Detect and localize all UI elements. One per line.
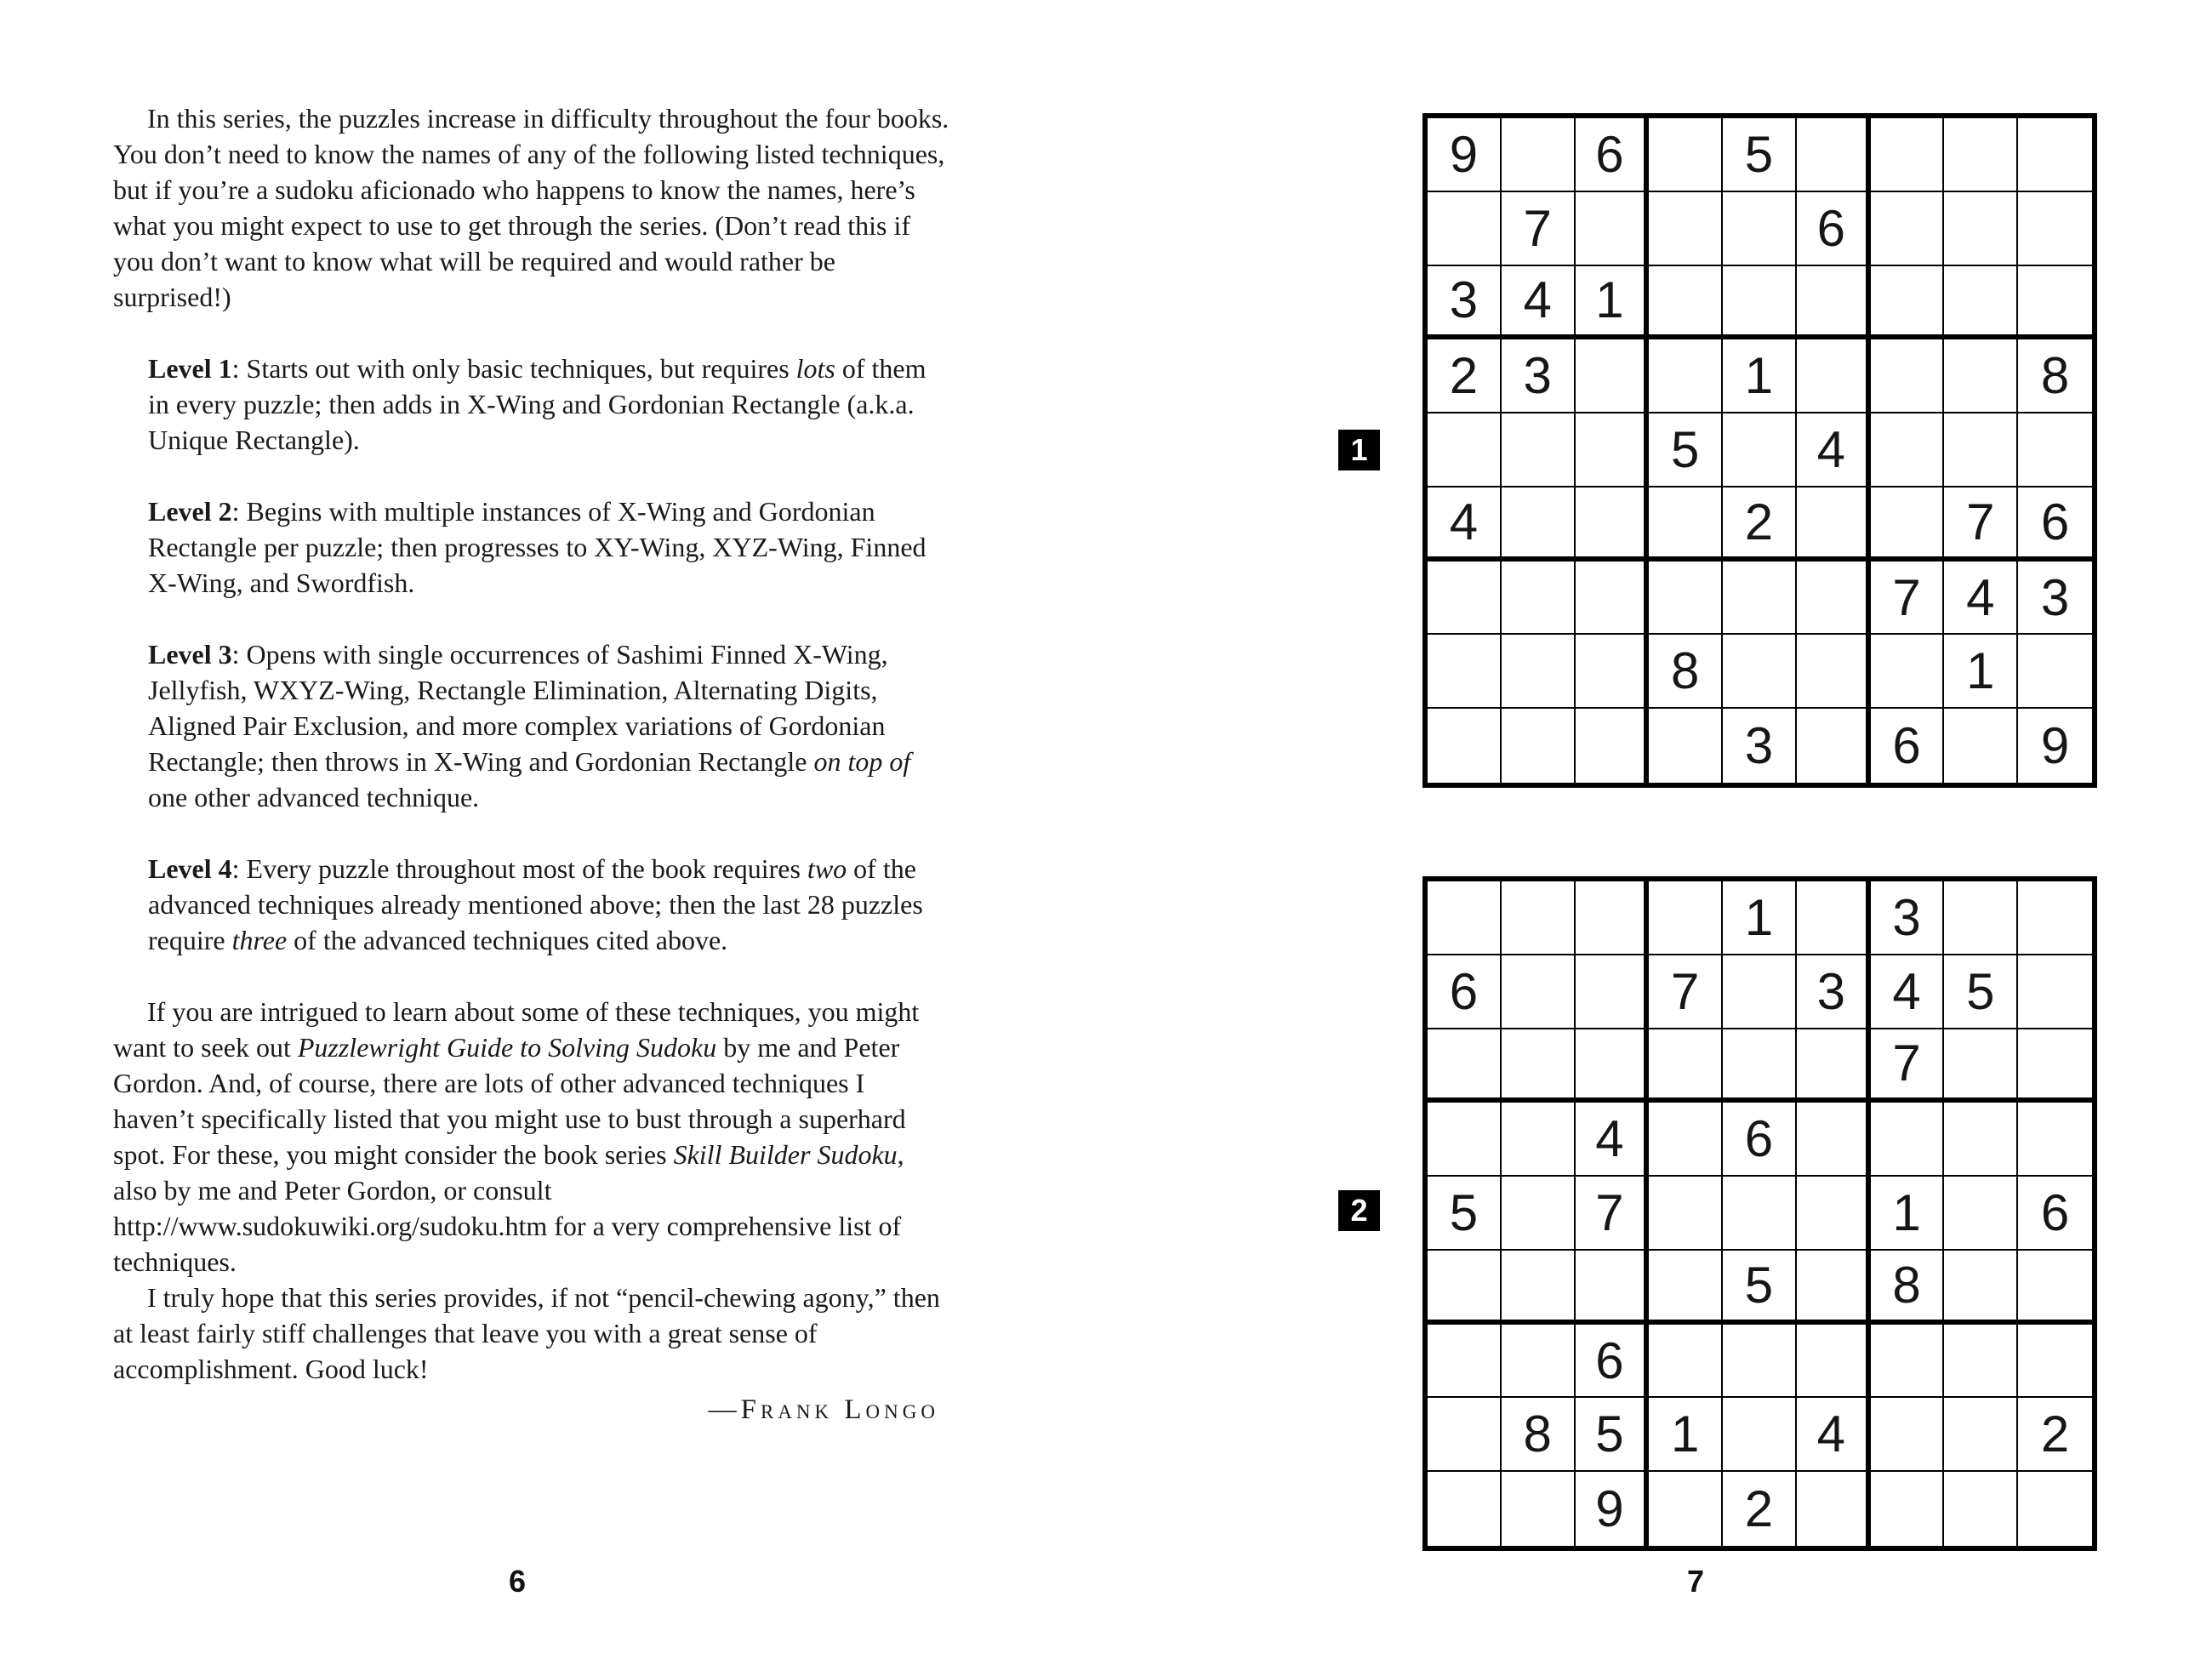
left-page-text: [113, 100, 951, 1428]
sudoku-cell: [1871, 1325, 1945, 1399]
sudoku-cell: 6: [1871, 709, 1945, 783]
text-segment: of the advanced techniques already mentioned above; then the last 28 puzzles require: [148, 853, 923, 955]
sudoku-cell: [1871, 339, 1945, 413]
text-segment: of the advanced techniques cited above.: [287, 925, 728, 955]
sudoku-cell: 6: [1576, 118, 1650, 192]
sudoku-cell: [1944, 881, 2018, 955]
sudoku-cell: [1649, 192, 1723, 266]
sudoku-cell: [1502, 1251, 1576, 1325]
sudoku-cell: [1723, 413, 1797, 487]
sudoku-cell: [1944, 339, 2018, 413]
sudoku-cell: [1871, 192, 1945, 266]
page-number-right: 7: [1686, 1564, 1705, 1599]
sudoku-cell: [1576, 562, 1650, 636]
sudoku-cell: [1428, 413, 1502, 487]
outro-paragraph-1: [113, 994, 951, 1280]
sudoku-cell: [1428, 192, 1502, 266]
sudoku-cell: [2018, 955, 2092, 1029]
sudoku-cell: [1944, 192, 2018, 266]
sudoku-cell: 9: [2040, 717, 2070, 775]
sudoku-cell: [2018, 413, 2092, 487]
sudoku-cell: 7: [1871, 1029, 1945, 1103]
sudoku-cell: 9: [1576, 1472, 1650, 1546]
outro-paragraph-2: [113, 1280, 951, 1387]
sudoku-cell: 5: [1723, 118, 1797, 192]
sudoku-cell: [1576, 1029, 1650, 1103]
sudoku-cell: [1944, 118, 2018, 192]
text-segment: Skill Builder Sudoku: [673, 1139, 898, 1170]
sudoku-cell: 8: [2018, 339, 2092, 413]
sudoku-cell: [1797, 635, 1871, 709]
sudoku-cell: [1649, 1251, 1723, 1325]
sudoku-cell: [1797, 1029, 1871, 1103]
text-segment: by me and Peter Gordon. And, of course, there are lots of other advanced techniques I haven’t specifically listed that you might use to bust through a superhard spot. For these, you might consider the book series: [113, 1032, 906, 1170]
sudoku-cell: [1649, 339, 1723, 413]
sudoku-cell: 4: [1502, 266, 1576, 340]
sudoku-cell: 3: [1428, 266, 1502, 340]
sudoku-cell: 6: [1797, 192, 1871, 266]
text-segment: lots: [795, 353, 835, 384]
sudoku-cell: [1502, 1472, 1576, 1546]
sudoku-cell: [1797, 487, 1871, 562]
text-segment: Puzzlewright Guide to Solving Sudoku: [297, 1032, 717, 1063]
sudoku-cell: [1649, 1103, 1723, 1177]
sudoku-cell: [1797, 562, 1871, 636]
level-3-paragraph: [148, 636, 951, 815]
sudoku-cell: [1502, 1103, 1576, 1177]
sudoku-cell: [2018, 635, 2092, 709]
sudoku-cell: [1723, 1398, 1797, 1472]
sudoku-cell: [1797, 1251, 1871, 1325]
sudoku-cell: [1576, 413, 1650, 487]
sudoku-cell: 5: [1576, 1398, 1650, 1472]
sudoku-cell: [1428, 1103, 1502, 1177]
sudoku-cell: [1944, 1029, 2018, 1103]
sudoku-cell: [1723, 192, 1797, 266]
text-segment: two: [807, 853, 847, 884]
sudoku-cell: [1723, 562, 1797, 636]
sudoku-cell: 6: [1428, 955, 1502, 1029]
text-segment: of them in every puzzle; then adds in X-Wing and Gordonian Rectangle (a.k.a. Unique Rectangle).: [148, 353, 926, 455]
page-number-left: 6: [508, 1564, 527, 1599]
sudoku-cell: 3: [1871, 881, 1945, 955]
sudoku-cell: 2: [1723, 487, 1797, 562]
text-segment: three: [231, 925, 288, 955]
text-segment: I truly hope that this series provides, if not “pencil-chewing agony,” then at least fairly stiff challenges that leave you with a great sense of accomplishment. Good luck!: [113, 1282, 940, 1384]
text-segment: : Opens with single occurrences of Sashimi Finned X-Wing, Jellyfish, WXYZ-Wing, Rectangle Elimination, Alternating Digits, Aligned Pair Exclusion, and more complex variations of Gordonian Rectangle; then throws in X-Wing and Gordonian Rectangle: [148, 639, 888, 777]
sudoku-cell: [2018, 266, 2092, 340]
author-signature: —Frank Longo: [708, 1394, 939, 1425]
sudoku-cell: [2018, 192, 2092, 266]
sudoku-cell: 4: [1871, 955, 1945, 1029]
sudoku-cell: [1944, 1398, 2018, 1472]
sudoku-cell: [1502, 1029, 1576, 1103]
sudoku-cell: [2018, 1029, 2092, 1103]
sudoku-cell: 3: [1502, 339, 1576, 413]
sudoku-cell: 7: [1944, 487, 2018, 562]
sudoku-cell: 7: [1576, 1177, 1650, 1251]
sudoku-cell: [2018, 881, 2092, 955]
sudoku-cell: [2018, 1325, 2092, 1399]
sudoku-cell: [1428, 1398, 1502, 1472]
sudoku-cell: 1: [1871, 1177, 1945, 1251]
sudoku-cell: [1502, 635, 1576, 709]
sudoku-cell: 2: [1428, 339, 1502, 413]
sudoku-cell: 6: [2018, 487, 2092, 562]
sudoku-cell: 1: [1576, 266, 1650, 340]
sudoku-cell: [1649, 709, 1723, 783]
text-segment: one other advanced technique.: [148, 782, 480, 812]
sudoku-cell: [1797, 266, 1871, 340]
text-segment: In this series, the puzzles increase in difficulty throughout the four books. You don’t need to know the names of any of the following listed techniques, but if you’re a sudoku aficionado who happens to know the names, here’s what you might expect to use to get through the series. (Don’t read this if you don’t want to know what will be required and would rather be surprised!): [113, 103, 949, 312]
sudoku-cell: 3: [1723, 709, 1797, 783]
sudoku-cell: [1723, 266, 1797, 340]
sudoku-cell: [1797, 1103, 1871, 1177]
sudoku-cell: 3: [2018, 562, 2092, 636]
sudoku-cell: [1428, 635, 1502, 709]
sudoku-cell: [1723, 955, 1797, 1029]
sudoku-cell: [1502, 487, 1576, 562]
sudoku-cell: 8: [1649, 635, 1723, 709]
sudoku-cell: [1797, 881, 1871, 955]
sudoku-cell: [1502, 881, 1576, 955]
sudoku-cell: [1502, 955, 1576, 1029]
sudoku-cell: 5: [1723, 1251, 1797, 1325]
sudoku-cell: [1428, 709, 1502, 783]
sudoku-cell: [1944, 413, 2018, 487]
puzzle-2-badge: 2: [1338, 1190, 1380, 1231]
sudoku-cell: 6: [1723, 1103, 1797, 1177]
sudoku-cell: [1871, 118, 1945, 192]
sudoku-cell: [2018, 1251, 2092, 1325]
text-segment: If you are intrigued to learn about some of these techniques, you might want to seek out: [113, 996, 920, 1063]
sudoku-cell: [1944, 1103, 2018, 1177]
sudoku-cell: 4: [1797, 413, 1871, 487]
sudoku-cell: [1649, 1177, 1723, 1251]
sudoku-cell: 2: [1723, 1472, 1797, 1546]
sudoku-cell: [1428, 1472, 1502, 1546]
sudoku-cell: [1502, 413, 1576, 487]
sudoku-cell: [1576, 709, 1650, 783]
sudoku-cell: [1649, 881, 1723, 955]
sudoku-cell: [1871, 1472, 1945, 1546]
sudoku-cell: [1944, 266, 2018, 340]
sudoku-cell: [1576, 881, 1650, 955]
text-segment: Level 4: [148, 853, 232, 884]
sudoku-cell: 7: [1502, 192, 1576, 266]
text-segment: Level 3: [148, 639, 232, 670]
sudoku-cell: [1649, 562, 1723, 636]
level-4-paragraph: [148, 851, 951, 958]
text-segment: , also by me and Peter Gordon, or consult http://www.sudokuwiki.org/sudoku.htm for a very comprehensive list of techniques.: [113, 1139, 904, 1277]
sudoku-cell: 4: [1797, 1398, 1871, 1472]
text-segment: : Every puzzle throughout most of the book requires: [231, 853, 807, 884]
sudoku-cell: [1723, 1029, 1797, 1103]
sudoku-cell: [1576, 955, 1650, 1029]
sudoku-cell: 4: [1944, 562, 2018, 636]
sudoku-cell: [1649, 266, 1723, 340]
text-segment: : Starts out with only basic techniques, but requires: [231, 353, 796, 384]
sudoku-cell: [1797, 709, 1871, 783]
sudoku-cell: [1797, 339, 1871, 413]
sudoku-cell: 8: [1502, 1398, 1576, 1472]
sudoku-cell: 5: [1944, 955, 2018, 1029]
sudoku-cell: [1649, 1325, 1723, 1399]
sudoku-cell: [1871, 487, 1945, 562]
sudoku-cell: [1797, 118, 1871, 192]
sudoku-cell: [1502, 1177, 1576, 1251]
sudoku-cell: 5: [1649, 413, 1723, 487]
sudoku-cell: 1: [1723, 339, 1797, 413]
sudoku-cell: [1576, 339, 1650, 413]
sudoku-grid-2: [1422, 876, 2097, 1551]
sudoku-cell: [1428, 562, 1502, 636]
sudoku-cell: 4: [1428, 487, 1502, 562]
sudoku-cell: 1: [1944, 635, 2018, 709]
sudoku-cell: [1871, 1103, 1945, 1177]
sudoku-cell: [1723, 635, 1797, 709]
sudoku-cell: [1797, 1177, 1871, 1251]
sudoku-cell: [1871, 635, 1945, 709]
sudoku-cell: [1944, 1177, 2018, 1251]
level-1-paragraph: [148, 351, 951, 458]
sudoku-cell: [1723, 1325, 1797, 1399]
text-segment: : Begins with multiple instances of X-Wing and Gordonian Rectangle per puzzle; then progresses to XY-Wing, XYZ-Wing, Finned X-Wing, and Swordfish.: [148, 496, 926, 598]
sudoku-cell: 6: [1576, 1325, 1650, 1399]
text-segment: Level 1: [148, 353, 232, 384]
sudoku-cell: [1944, 1251, 2018, 1325]
sudoku-cell: [1649, 487, 1723, 562]
sudoku-cell: [1502, 709, 1576, 783]
sudoku-cell: [1723, 1177, 1797, 1251]
sudoku-cell: [1576, 487, 1650, 562]
text-segment: Level 2: [148, 496, 232, 527]
sudoku-cell: [1428, 881, 1502, 955]
sudoku-cell: 8: [1871, 1251, 1945, 1325]
sudoku-cell: [1871, 1398, 1945, 1472]
sudoku-cell: [1649, 118, 1723, 192]
sudoku-cell: [2018, 1472, 2092, 1546]
sudoku-cell: [2018, 118, 2092, 192]
sudoku-cell: [1797, 1472, 1871, 1546]
sudoku-cell: 6: [2018, 1177, 2092, 1251]
sudoku-cell: [1871, 266, 1945, 340]
sudoku-cell: 1: [1649, 1398, 1723, 1472]
sudoku-cell: 9: [1428, 118, 1502, 192]
sudoku-cell: [1576, 1251, 1650, 1325]
sudoku-cell: [1576, 192, 1650, 266]
sudoku-cell: [1428, 1029, 1502, 1103]
sudoku-cell: 1: [1723, 881, 1797, 955]
sudoku-cell: 4: [1576, 1103, 1650, 1177]
sudoku-cell: [1797, 1325, 1871, 1399]
sudoku-cell: 3: [1797, 955, 1871, 1029]
level-2-paragraph: [148, 493, 951, 601]
text-segment: on top of: [813, 746, 911, 777]
sudoku-cell: [1649, 1472, 1723, 1546]
sudoku-cell: [1502, 562, 1576, 636]
sudoku-cell: 7: [1649, 955, 1723, 1029]
sudoku-cell: 5: [1428, 1177, 1502, 1251]
sudoku-cell: [1502, 118, 1576, 192]
sudoku-cell: [1944, 1325, 2018, 1399]
sudoku-cell: [1428, 1325, 1502, 1399]
sudoku-cell: [1871, 413, 1945, 487]
puzzle-1-badge: 1: [1338, 430, 1380, 470]
sudoku-cell: [1576, 635, 1650, 709]
sudoku-cell: 2: [2018, 1398, 2092, 1472]
sudoku-cell: [1428, 1251, 1502, 1325]
sudoku-cell: 7: [1871, 562, 1945, 636]
sudoku-cell: [1502, 1325, 1576, 1399]
intro-paragraph: [113, 100, 951, 315]
sudoku-grid-1: [1422, 113, 2097, 788]
sudoku-cell: [2018, 1103, 2092, 1177]
sudoku-cell: [1649, 1029, 1723, 1103]
sudoku-cell: [1944, 1472, 2018, 1546]
sudoku-cell: [1944, 709, 2018, 783]
